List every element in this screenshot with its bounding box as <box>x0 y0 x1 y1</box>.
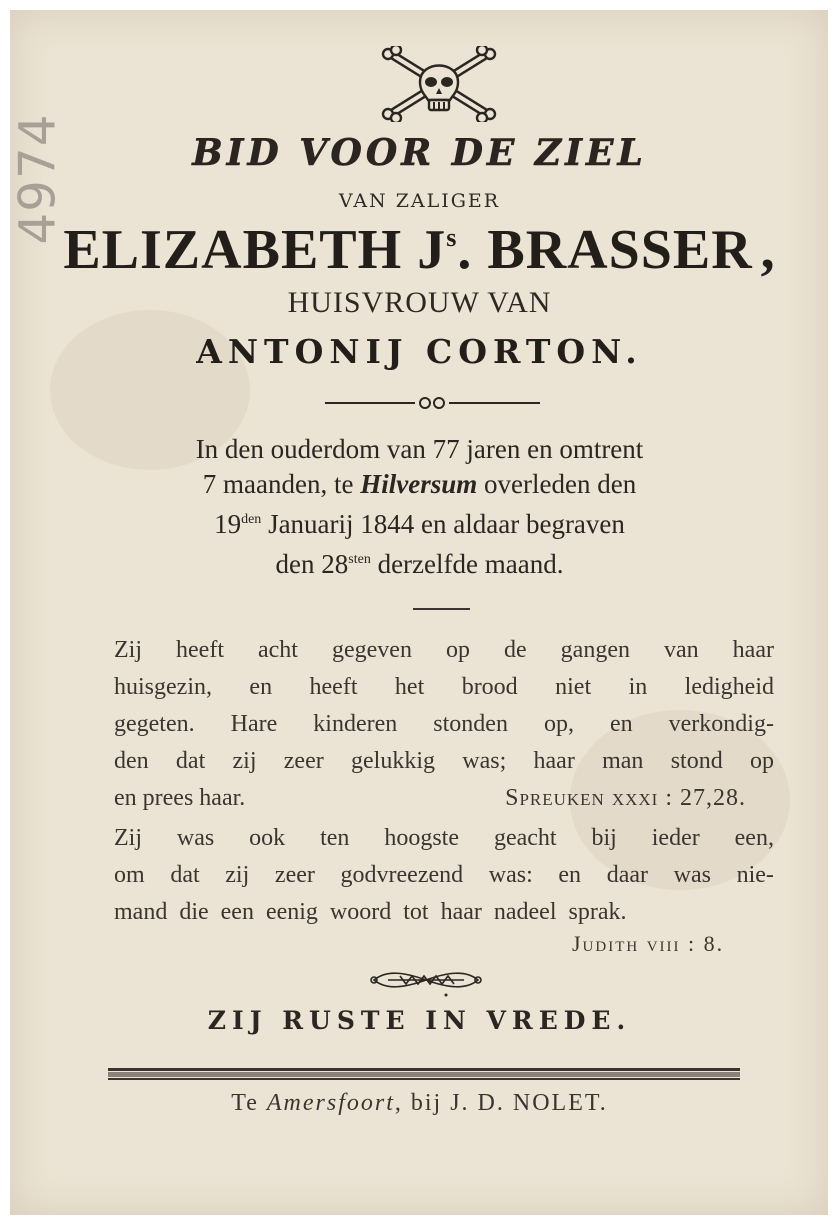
divider-ornament-icon <box>325 396 540 410</box>
scripture-reference: Spreuken xxxi : 27,28. <box>505 785 746 811</box>
death-notice <box>0 432 839 582</box>
quote-line: den dat zij zeer gelukkig was; haar man stond op <box>114 748 774 774</box>
scripture-reference: Judith viii : 8. <box>572 931 725 956</box>
death-notice-line: $19^{den}$ Januarij 1844 en aldaar begraven <box>214 509 625 539</box>
quote-line: Zij was ook ten hoogste geacht bij ieder een, <box>114 825 774 851</box>
subtitle-late: VAN ZALIGER <box>338 190 501 212</box>
husband-name: ANTONIJ CORTON. <box>196 332 643 371</box>
death-notice-line: In den ouderdom van 77 jaren en omtrent <box>195 434 644 464</box>
pencil-annotation: 4974 <box>8 113 67 245</box>
scripture-quote-judith <box>114 820 774 931</box>
rest-in-peace: ZIJ RUSTE IN VREDE. <box>207 1006 632 1035</box>
quote-line: gegeten. Hare kinderen stonden op, en verkondig- <box>114 711 774 737</box>
quote-line: huisgezin, en heeft het brood niet in ledigheid <box>114 674 774 700</box>
flourish-ornament-icon <box>370 966 482 1000</box>
printer-city: Amersfoort <box>266 1090 395 1116</box>
quote-line: om dat zij zeer godvreezend was: en daar was nie- <box>114 862 774 888</box>
printer-imprint: Te Amersfoort, bij J. D. NOLET. <box>231 1090 608 1116</box>
death-notice-line: 7 maanden, te Hilversum overleden den <box>202 469 637 499</box>
quote-line: en prees haar. Spreuken xxxi : 27,28. <box>114 780 774 817</box>
title-pray-for-soul: BID VOOR DE ZIEL <box>192 132 647 174</box>
quote-line: mand die een eenig woord tot haar nadeel sprak. <box>114 899 627 925</box>
wife-of-label: HUISVROUW VAN <box>287 286 552 319</box>
bottom-rule <box>108 1068 740 1080</box>
short-divider <box>413 608 470 610</box>
quote-line: Zij heeft acht gegeven op de gangen van haar <box>114 637 774 663</box>
scripture-quote-proverbs <box>114 632 774 817</box>
death-notice-line: den $28^{sten}$ derzelfde maand. <box>275 549 564 579</box>
deceased-name: ELIZABETH $J^s$. BRASSER , <box>63 219 776 281</box>
skull-crossbones-icon <box>380 46 498 122</box>
place-name: Hilversum <box>360 469 478 499</box>
